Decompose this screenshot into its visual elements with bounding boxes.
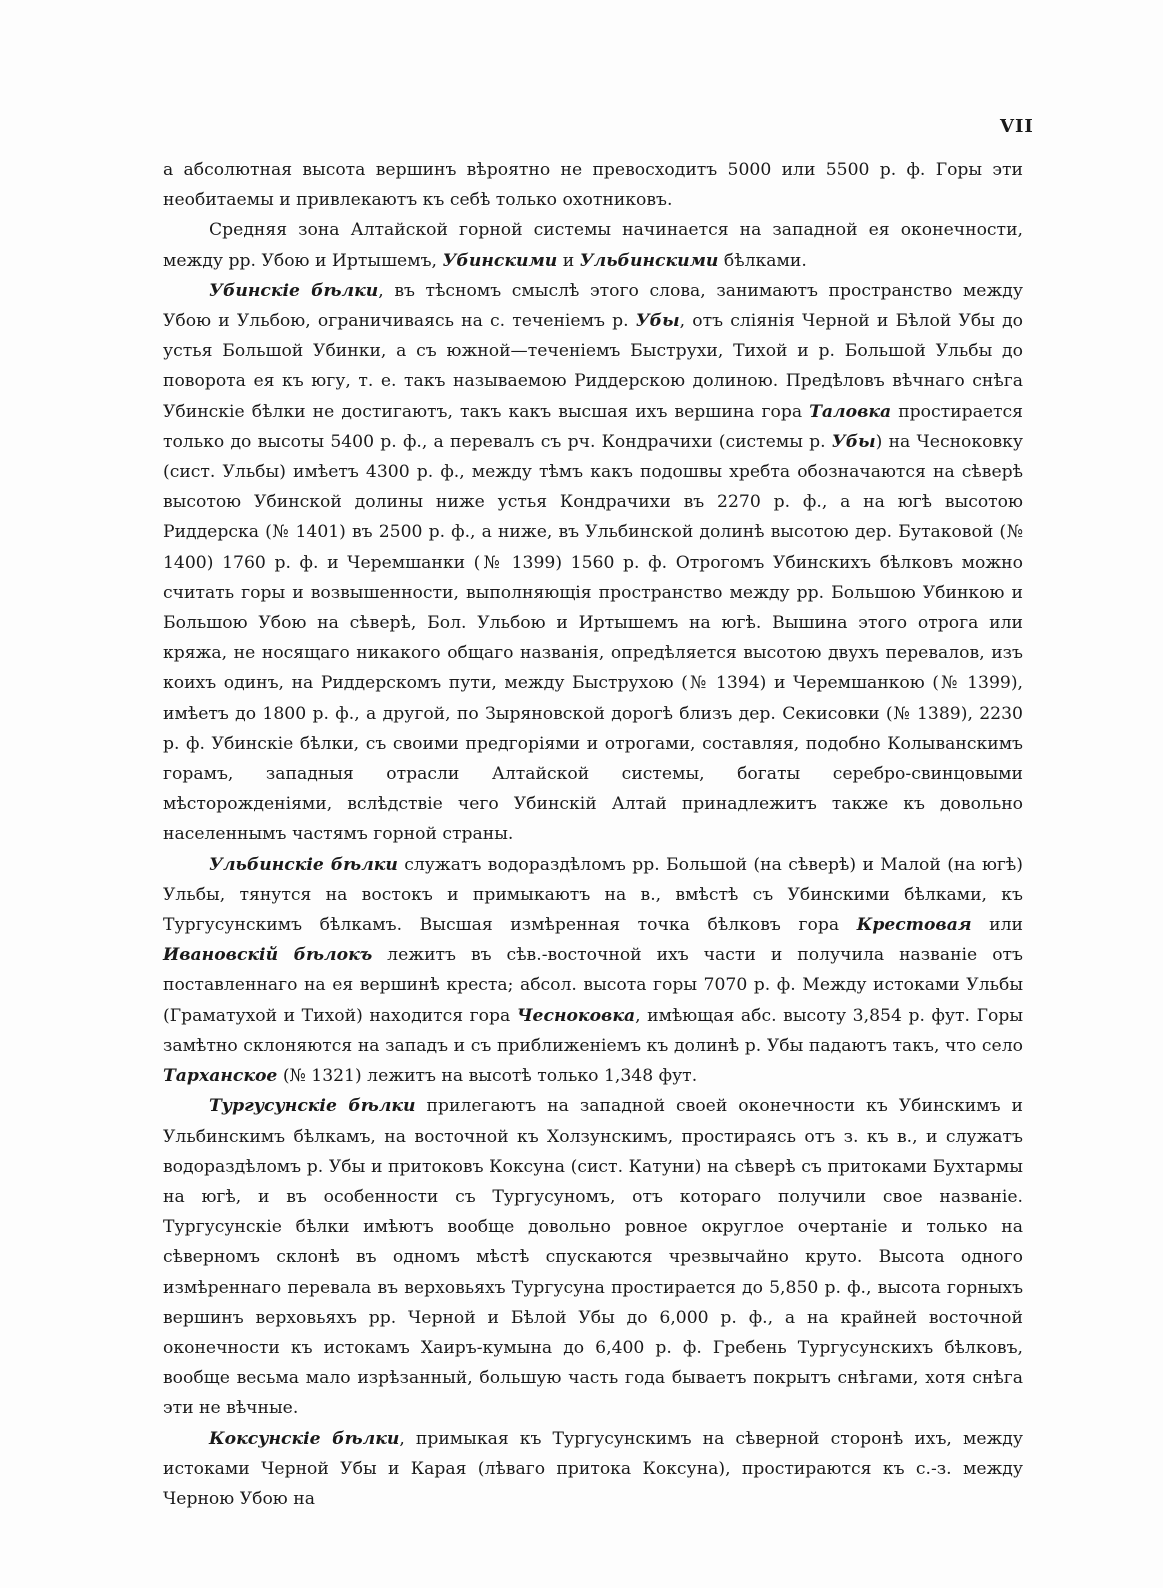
paragraph-3 xyxy=(163,850,1023,1092)
text-run: простирается только до высоты 5400 р. ф., а перевалъ съ рч. Кондрачихи (системы р. xyxy=(163,401,1023,452)
text-run: , въ тѣсномъ смыслѣ этого слова, занимаютъ пространство между Убою и Ульбою, ограничиваясь на с. теченіемъ р. xyxy=(163,280,1023,332)
italic-term: Таловка xyxy=(809,401,892,422)
text-run: лежитъ въ сѣв.-восточной ихъ части и получила названіе отъ поставленнаго на ея вершинѣ креста; абсол. высота горы 7070 р. ф. Между истоками Ульбы (Граматухой и Тихой) находится гора xyxy=(163,945,1023,1026)
italic-term: Ульбинскіе бѣлки xyxy=(209,854,398,875)
italic-term: Тургусунскіе бѣлки xyxy=(209,1096,416,1117)
page-number: VII xyxy=(1000,116,1034,137)
italic-term: Чесноковка xyxy=(516,1005,636,1026)
italic-term: Убинскими xyxy=(442,250,558,271)
italic-term: Убинскіе бѣлки xyxy=(209,280,379,301)
paragraph-1 xyxy=(163,215,1023,275)
paragraph-5 xyxy=(163,1424,1023,1515)
text-run: а абсолютная высота вершинъ вѣроятно не превосходитъ 5000 или 5500 р. ф. Горы эти необитаемы и привлекаютъ къ себѣ только охотниковъ. xyxy=(163,160,1023,211)
italic-term: Крестовая xyxy=(856,915,972,936)
text-run: (№ 1321) лежитъ на высотѣ только 1,348 фут. xyxy=(277,1066,698,1087)
text-run: прилегаютъ на западной своей оконечности къ Убинскимъ и Ульбинскимъ бѣлкамъ, на восточной къ Холзунскимъ, простираясь отъ з. къ в., и служатъ водораздѣломъ р. Убы и притоковъ Кокcуна (сист. Катуни) на сѣверѣ съ притоками Бухтармы на югѣ, и въ особенности съ Тургусуномъ, отъ котораго получили свое названіе. Тургусунскіе бѣлки имѣютъ вообще довольно ровное округлое очертаніе и только на сѣверномъ склонѣ въ одномъ мѣстѣ спускаются чрезвычайно круто. Высота одного измѣреннаго перевала въ верховьяхъ Тургусуна простирается до 5,850 р. ф., высота горныхъ вершинъ верховьяхъ рр. Черной и Бѣлой Убы до 6,000 р. ф., а на крайней восточной оконечности къ истокамъ Хаиръ-кумына до 6,400 р. ф. Гребень Тургусунскихъ бѣлковъ, вообще весьма мало изрѣзанный, большую часть года бываетъ покрытъ снѣгами, хотя снѣга эти не вѣчные. xyxy=(163,1096,1023,1419)
italic-term: Тарханское xyxy=(163,1066,278,1087)
italic-term: Ульбинскими xyxy=(579,250,719,271)
text-run: Средняя зона Алтайской горной системы начинается на западной ея оконечности, между рр. Убою и Иртышемъ, xyxy=(163,220,1023,271)
text-run: , примыкая къ Тургусунскимъ на сѣверной сторонѣ ихъ, между истоками Черной Убы и Карая (лѣваго притока Коксуна), простираются къ с.-з. между Черною Убою на xyxy=(163,1428,1023,1509)
text-run: и xyxy=(557,250,580,271)
text-run: , отъ сліянія Черной и Бѣлой Убы до устья Большой Убинки, а съ южной—теченіемъ Быструхи, Тихой и р. Большой Ульбы до поворота ея къ югу, т. е. такъ называемою Риддерскою долиною. Предѣловъ вѣчнаго снѣга Убинскіе бѣлки не достигаютъ, такъ какъ высшая ихъ вершина гора xyxy=(163,311,1024,422)
italic-term: Коксунскіе бѣлки xyxy=(209,1428,400,1449)
paragraph-4 xyxy=(163,1091,1023,1423)
italic-term: Ивановскій бѣлокъ xyxy=(163,945,373,966)
italic-term: Убы xyxy=(831,431,876,452)
body-text xyxy=(163,155,1023,1514)
paragraph-0 xyxy=(163,155,1023,215)
text-run: бѣлками. xyxy=(718,250,807,271)
paragraph-2 xyxy=(163,276,1023,850)
text-run: ) на Чесноковку (сист. Ульбы) имѣетъ 4300 р. ф., между тѣмъ какъ подошвы хребта обозначаются на сѣверѣ высотою Убинской долины ниже устья Кондрачихи въ 2270 р. ф., а на югѣ высотою Риддерска (№ 1401) въ 2500 р. ф., а ниже, въ Ульбинской долинѣ высотою дер. Бутаковой (№ 1400) 1760 р. ф. и Черемшанки (№ 1399) 1560 р. ф. Отрогомъ Убинскихъ бѣлковъ можно считать горы и возвышенности, выполняющія пространство между рр. Большою Убинкою и Большою Убою на сѣверѣ, Бол. Ульбою и Иртышемъ на югѣ. Вышина этого отрога или кряжа, не носящаго никакого общаго названія, опредѣляется высотою двухъ перевалов, изъ коихъ одинъ, на Риддерскомъ пути, между Быструхою (№ 1394) и Черемшанкою (№ 1399), имѣетъ до 1800 р. ф., а другой, по Зыряновской дорогѣ близъ дер. Секисовки (№ 1389), 2230 р. ф. Убинскіе бѣлки, съ своими предгоріями и отрогами, составляя, подобно Колыванскимъ горамъ, западныя отрасли Алтайской системы, богаты серебро-свинцовыми мѣсторожденіями, вслѣдствіе чего Убинскій Алтай принадлежитъ также къ довольно населеннымъ частямъ горной страны. xyxy=(163,431,1024,845)
italic-term: Убы xyxy=(635,311,680,332)
text-run: или xyxy=(971,915,1023,936)
text-run: , имѣющая абс. высоту 3,854 р. фут. Горы замѣтно склоняются на западъ и съ приближеніемъ къ долинѣ р. Убы падаютъ такъ, что село xyxy=(163,1005,1023,1056)
text-run: служатъ водораздѣломъ рр. Большой (на сѣверѣ) и Малой (на югѣ) Ульбы, тянутся на востокъ и примыкаютъ на в., вмѣстѣ съ Убинскими бѣлками, къ Тургусунскимъ бѣлкамъ. Высшая измѣренная точка бѣлковъ гора xyxy=(163,854,1023,936)
